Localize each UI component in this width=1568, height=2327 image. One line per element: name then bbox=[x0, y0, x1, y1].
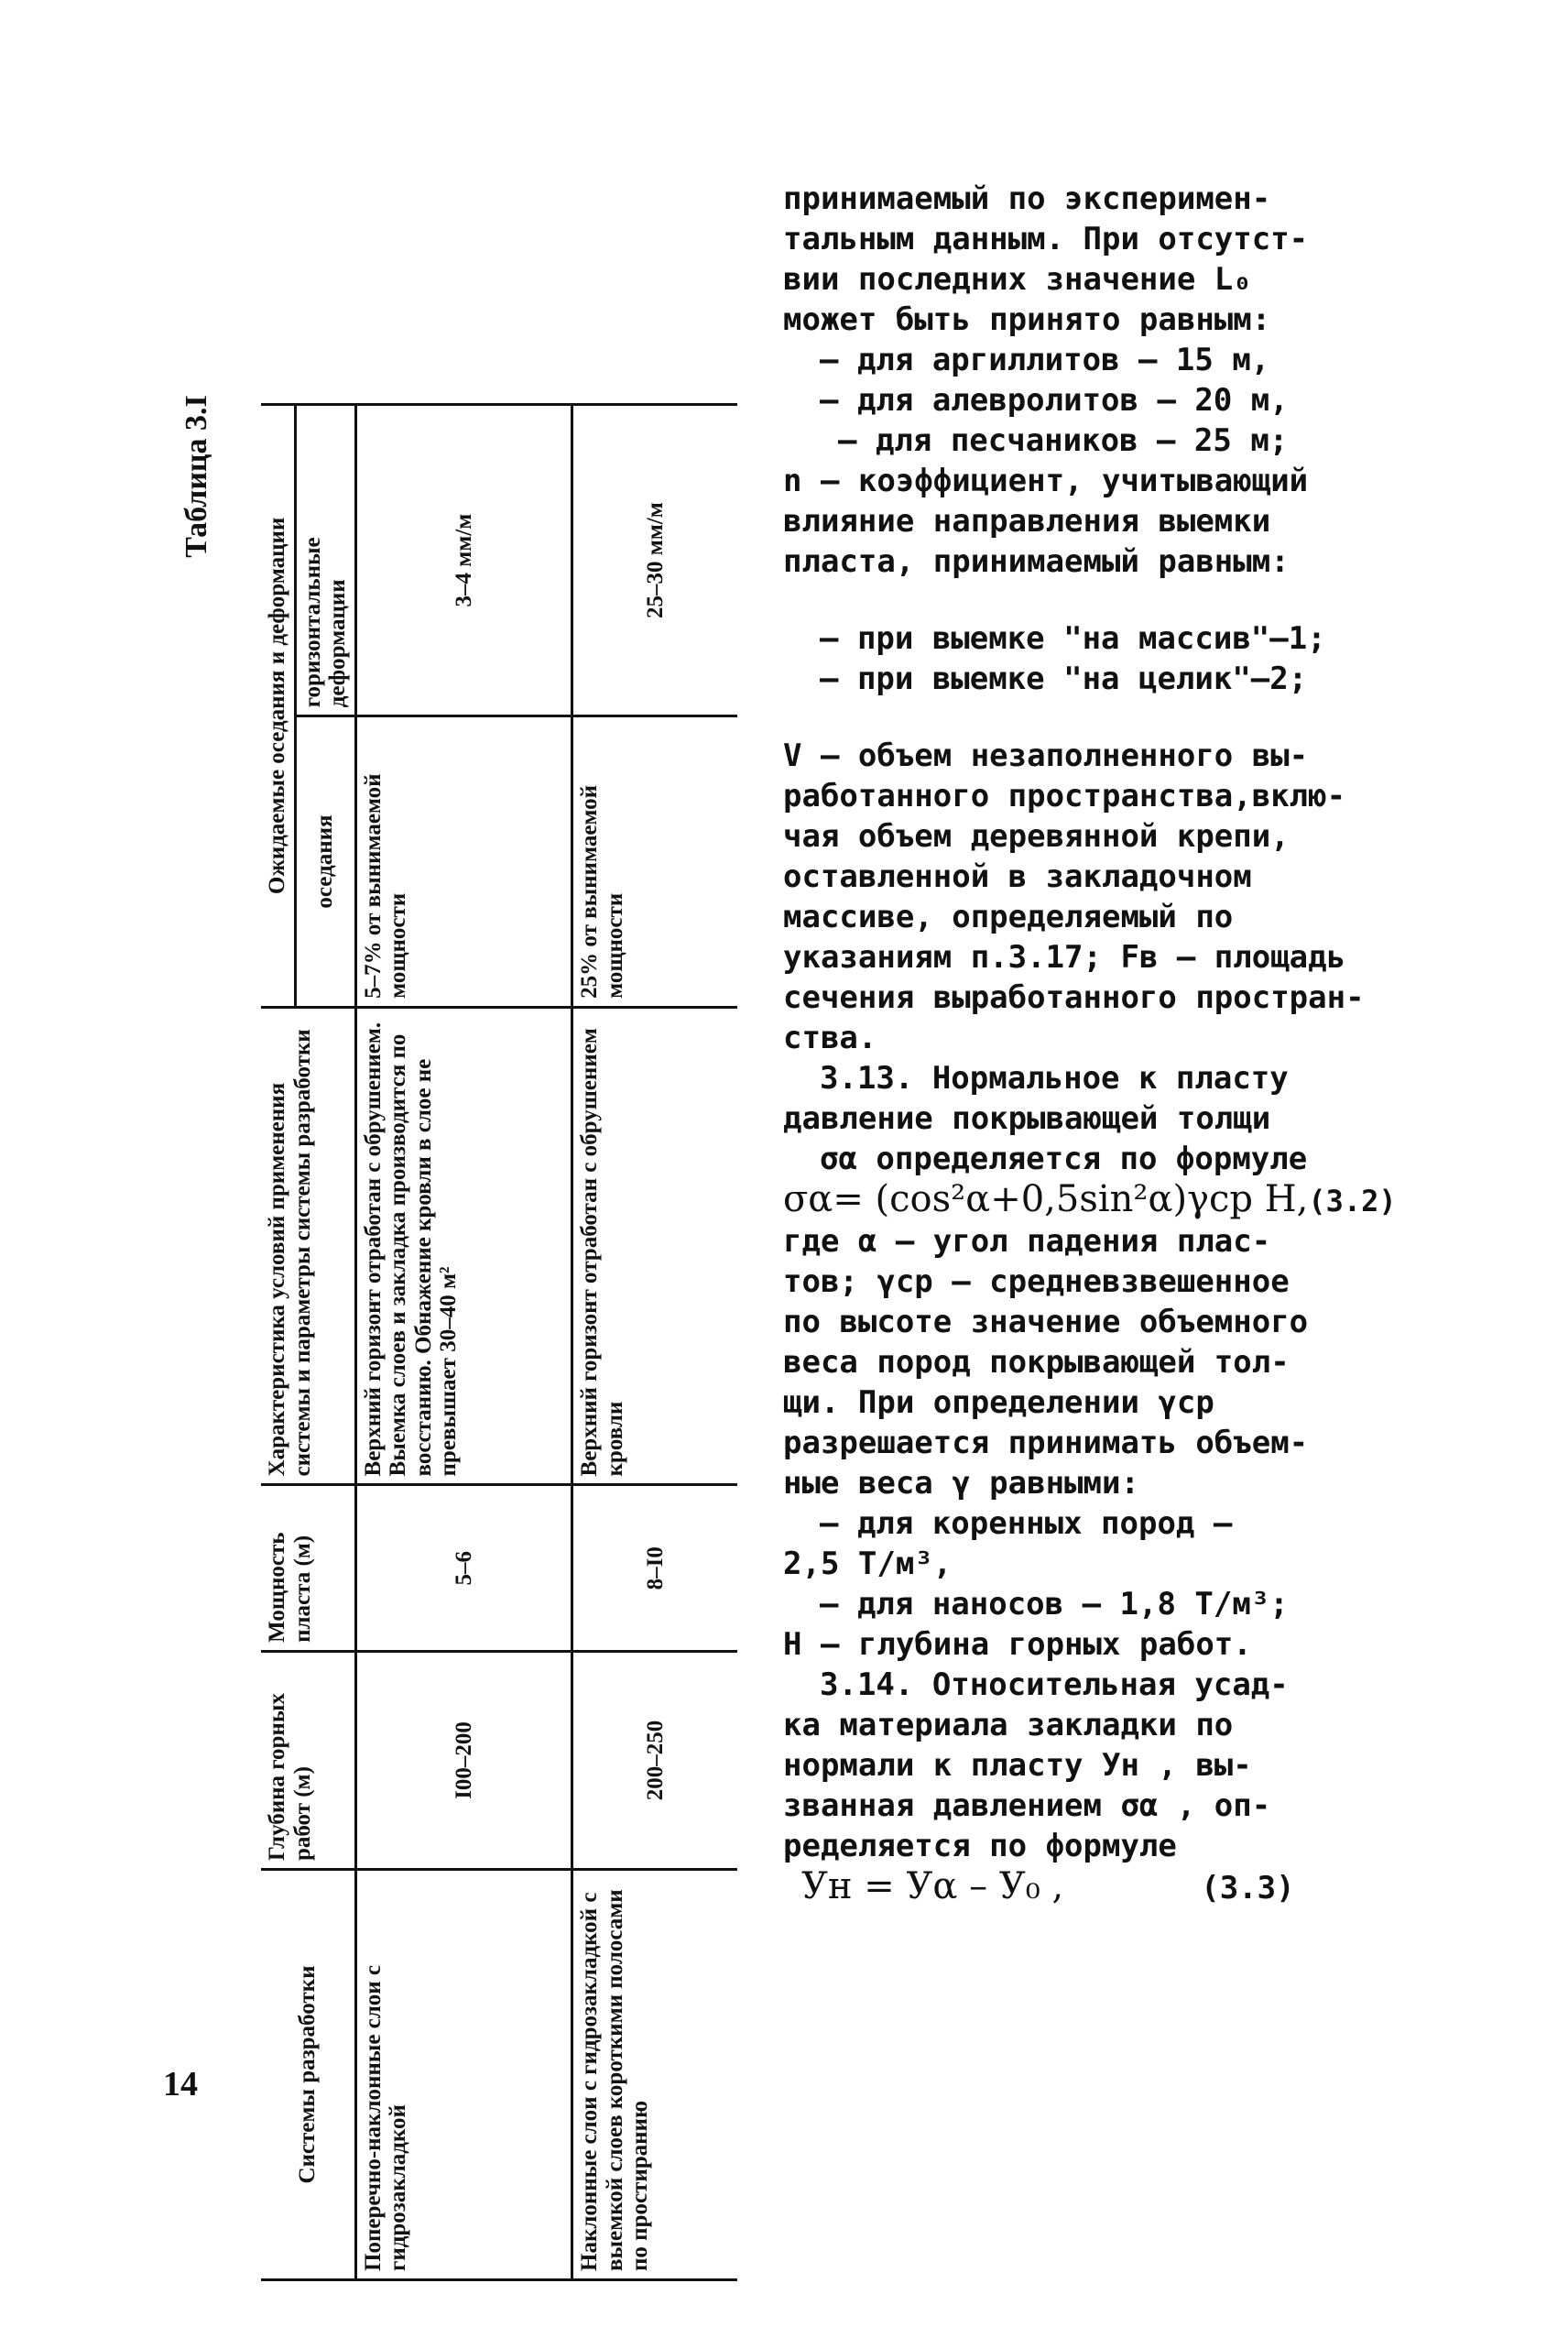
text-line: ства. bbox=[783, 1020, 877, 1056]
text-line: ределяется по формуле bbox=[783, 1828, 1177, 1864]
formula-expression: Ун = Уα – У₀ , bbox=[801, 1865, 1064, 1907]
text-line: пласта, принимаемый равным: bbox=[783, 543, 1290, 580]
list-item: – для аргиллитов – 15 м, bbox=[820, 342, 1270, 378]
cell-horizontal: 25–30 мм/м bbox=[572, 405, 737, 716]
cell-system: Поперечно-наклонные слои с гидрозакладкой bbox=[355, 1870, 572, 2280]
header-system: Системы разработки bbox=[261, 1870, 355, 2280]
header-horizontal: горизонтальные деформации bbox=[295, 405, 355, 716]
formula-number: (3.3) bbox=[1201, 1870, 1295, 1906]
mining-systems-table bbox=[261, 403, 737, 2281]
list-item: – для песчаников – 25 м; bbox=[838, 422, 1289, 459]
text-line: оставленной в закладочном bbox=[783, 858, 1252, 895]
formula-3-3 bbox=[783, 1866, 1552, 1908]
text-line: σα определяется по формуле bbox=[820, 1141, 1308, 1177]
cell-characteristics: Верхний горизонт отработан с обрушением кровли bbox=[572, 1007, 737, 1485]
table-container bbox=[261, 403, 737, 2281]
text-line: веса пород покрывающей тол- bbox=[783, 1344, 1290, 1381]
text-line: указаниям п.3.17; Fв – площадь bbox=[783, 939, 1346, 976]
cell-subsidence: 5–7% от вынимаемой мощности bbox=[355, 716, 572, 1008]
header-expected-deformations: Ожидаемые оседания и деформации bbox=[261, 405, 295, 1008]
header-depth: Глубина горных работ (м) bbox=[261, 1651, 355, 1869]
cell-depth: 200–250 bbox=[572, 1651, 737, 1869]
body-text-column bbox=[783, 179, 1552, 1908]
header-characteristics: Характеристика условий применения системы и параметры системы разработки bbox=[261, 1007, 355, 1485]
list-item: – для наносов – 1,8 Т/м³; bbox=[820, 1586, 1289, 1622]
formula-expression: σα= (cos²α+0,5sin²α)γср H, bbox=[783, 1178, 1309, 1220]
table-row bbox=[355, 405, 572, 2280]
header-subsidence: оседания bbox=[295, 716, 355, 1008]
section-heading: 3.13. Нормальное к пласту bbox=[820, 1060, 1289, 1097]
text-line: чая объем деревянной крепи, bbox=[783, 818, 1290, 855]
text-line: званная давлением σα , оп- bbox=[783, 1787, 1271, 1824]
cell-subsidence: 25% от вынимаемой мощности bbox=[572, 716, 737, 1008]
list-item: – при выемке "на целик"–2; bbox=[820, 661, 1308, 697]
cell-thickness: 8–I0 bbox=[572, 1485, 737, 1651]
text-line: влияние направления выемки bbox=[783, 503, 1271, 540]
text-line: по высоте значение объемного bbox=[783, 1304, 1309, 1340]
text-line: вии последних значение L₀ bbox=[783, 261, 1252, 298]
formula-3-2 bbox=[783, 1179, 1552, 1221]
text-line: щи. При определении γср bbox=[783, 1384, 1214, 1421]
table-header-row bbox=[261, 405, 295, 2280]
text-line: может быть принято равным: bbox=[783, 301, 1271, 338]
cell-depth: I00–200 bbox=[355, 1651, 572, 1869]
text-line: нормали к пласту Ун , вы- bbox=[783, 1747, 1252, 1784]
cell-system: Наклонные слои с гидрозакладкой с выемкой слоев короткими полосами по простиранию bbox=[572, 1870, 737, 2280]
text-line: разрешается принимать объем- bbox=[783, 1425, 1309, 1461]
formula-number: (3.2) bbox=[1308, 1184, 1397, 1218]
text-line: давление покрывающей толщи bbox=[783, 1100, 1271, 1137]
list-item: – при выемке "на массив"–1; bbox=[820, 620, 1326, 657]
text-line: V – объем незаполненного вы- bbox=[783, 737, 1309, 774]
list-item: – для алевролитов – 20 м, bbox=[820, 382, 1289, 419]
text-line: работанного пространства,вклю- bbox=[783, 778, 1346, 814]
text-line: n – коэффициент, учитывающий bbox=[783, 463, 1309, 499]
cell-horizontal: 3–4 мм/м bbox=[355, 405, 572, 716]
header-thickness: Мощность пласта (м) bbox=[261, 1485, 355, 1651]
cell-thickness: 5–6 bbox=[355, 1485, 572, 1651]
text-line: тальным данным. При отсутст- bbox=[783, 221, 1309, 257]
text-line: 2,5 Т/м³, bbox=[783, 1546, 953, 1582]
text-line: тов; γср – средневзвешенное bbox=[783, 1263, 1290, 1300]
text-line: принимаемый по эксперимен- bbox=[783, 180, 1271, 217]
list-item: – для коренных пород – bbox=[820, 1505, 1233, 1542]
text-line: сечения выработанного простран- bbox=[783, 979, 1365, 1016]
table-row bbox=[572, 405, 737, 2280]
text-line: ка материала закладки по bbox=[783, 1707, 1234, 1743]
cell-characteristics: Верхний горизонт отработан с обрушением. Выемка слоев и закладка производится по восстанию. Обнажение кровли в слое не превышает 30–40 м² bbox=[355, 1007, 572, 1485]
text-line: ные веса γ равными: bbox=[783, 1465, 1139, 1502]
text-line: где α – угол падения плас- bbox=[783, 1223, 1271, 1260]
section-heading: 3.14. Относительная усад- bbox=[820, 1666, 1289, 1703]
text-line: Н – глубина горных работ. bbox=[783, 1626, 1252, 1663]
page-number: 14 bbox=[163, 2065, 198, 2103]
text-line: массиве, определяемый по bbox=[783, 899, 1234, 935]
table-caption: Таблица 3.I bbox=[180, 395, 213, 558]
